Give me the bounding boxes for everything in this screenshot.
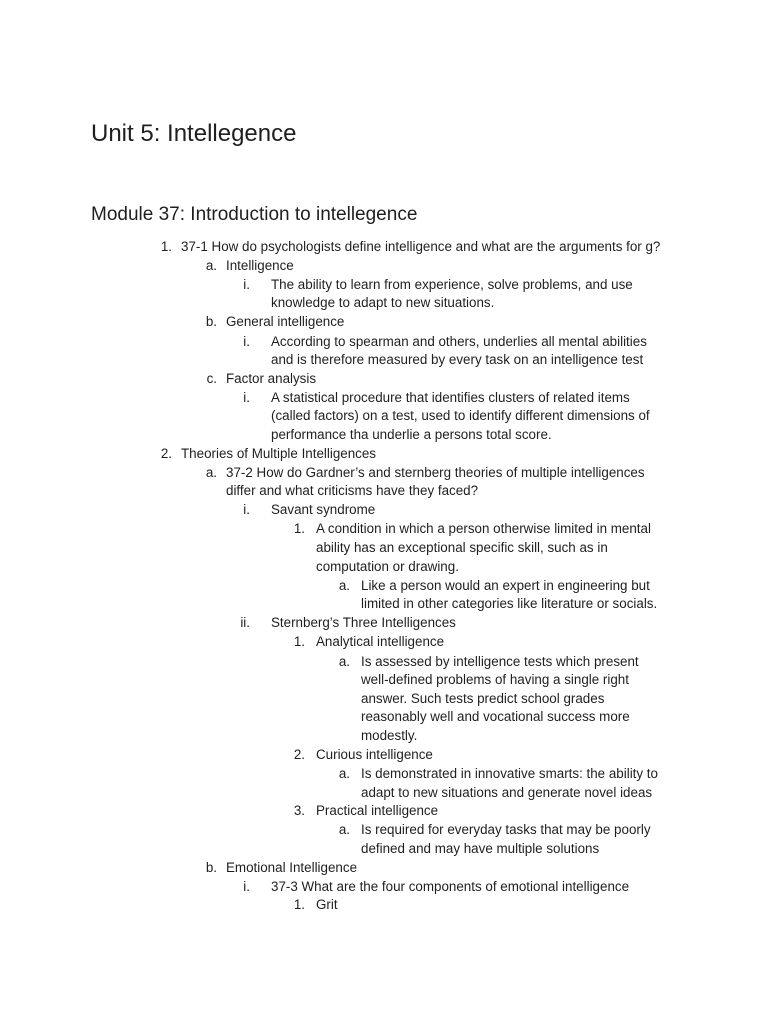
list-marker: a. xyxy=(338,766,350,781)
list-marker: i. xyxy=(243,334,250,349)
list-marker: i. xyxy=(243,879,250,894)
list-item-text: Sternberg’s Three Intelligences xyxy=(271,615,456,630)
list-item-text: Savant syndrome xyxy=(271,502,376,517)
list-item-text: knowledge to adapt to new situations. xyxy=(271,295,495,310)
list-item-text: Factor analysis xyxy=(226,371,317,386)
list-item-text: defined and may have multiple solutions xyxy=(361,841,600,856)
list-item-text: well-defined problems of having a single right xyxy=(361,672,629,687)
list-item-text: According to spearman and others, underlies all mental abilities xyxy=(271,334,647,349)
list-marker: 2. xyxy=(160,446,172,461)
list-marker: i. xyxy=(243,390,250,405)
list-item-text: A statistical procedure that identifies clusters of related items xyxy=(271,390,630,405)
list-item-text: and is therefore measured by every task on an intelligence test xyxy=(271,352,644,367)
list-item-text: reasonably well and vocational success more xyxy=(361,709,630,724)
list-item-text: computation or drawing. xyxy=(316,559,459,574)
list-marker: 3. xyxy=(293,803,305,818)
list-item-text: The ability to learn from experience, solve problems, and use xyxy=(271,277,633,292)
list-marker: 1. xyxy=(293,634,305,649)
list-item-text: Is demonstrated in innovative smarts: the ability to xyxy=(361,766,658,781)
list-marker: a. xyxy=(205,465,217,480)
list-marker: a. xyxy=(338,578,350,593)
list-item-text: adapt to new situations and generate novel ideas xyxy=(361,785,653,800)
list-item-text: 37-2 How do Gardner’s and sternberg theories of multiple intelligences xyxy=(226,465,645,480)
list-item-text: 37-1 How do psychologists define intelligence and what are the arguments for g? xyxy=(181,239,661,254)
list-marker: b. xyxy=(205,314,217,329)
list-marker: i. xyxy=(243,502,250,517)
list-item-text: (called factors) on a test, used to identify different dimensions of xyxy=(271,408,650,423)
list-item-text: Like a person would an expert in engineering but xyxy=(361,578,650,593)
list-item-text: limited in other categories like literature or socials. xyxy=(361,596,658,611)
list-item-text: performance tha underlie a persons total score. xyxy=(271,427,552,442)
list-marker: ii. xyxy=(240,615,250,630)
list-item-text: 37-3 What are the four components of emotional intelligence xyxy=(271,879,630,894)
list-item-text: Practical intelligence xyxy=(316,803,439,818)
list-marker: a. xyxy=(338,822,350,837)
list-item-text: Is required for everyday tasks that may be poorly xyxy=(361,822,651,837)
list-item-text: Emotional Intelligence xyxy=(226,860,358,875)
page-title: Unit 5: Intellegence xyxy=(91,120,297,147)
list-item-text: A condition in which a person otherwise limited in mental xyxy=(316,521,651,536)
list-item-text: differ and what criticisms have they faced? xyxy=(226,483,479,498)
list-marker: 1. xyxy=(293,897,305,912)
list-item-text: answer. Such tests predict school grades xyxy=(361,691,605,706)
list-marker: 1. xyxy=(160,239,172,254)
list-item-text: ability has an exceptional specific skill, such as in xyxy=(316,540,608,555)
list-item-text: Curious intelligence xyxy=(316,747,433,762)
list-item-text: Analytical intelligence xyxy=(316,634,445,649)
list-marker: a. xyxy=(338,654,350,669)
list-marker: i. xyxy=(243,277,250,292)
list-item-text: General intelligence xyxy=(226,314,345,329)
list-marker: 1. xyxy=(293,521,305,536)
list-marker: b. xyxy=(205,860,217,875)
list-item-text: Theories of Multiple Intelligences xyxy=(181,446,377,461)
list-marker: a. xyxy=(205,258,217,273)
module-heading: Module 37: Introduction to intellegence xyxy=(91,204,418,225)
list-item-text: Is assessed by intelligence tests which present xyxy=(361,654,639,669)
list-item-text: Intelligence xyxy=(226,258,294,273)
list-item-text: Grit xyxy=(316,897,338,912)
list-marker: c. xyxy=(206,371,217,386)
list-marker: 2. xyxy=(293,747,305,762)
list-item-text: modestly. xyxy=(361,728,418,743)
